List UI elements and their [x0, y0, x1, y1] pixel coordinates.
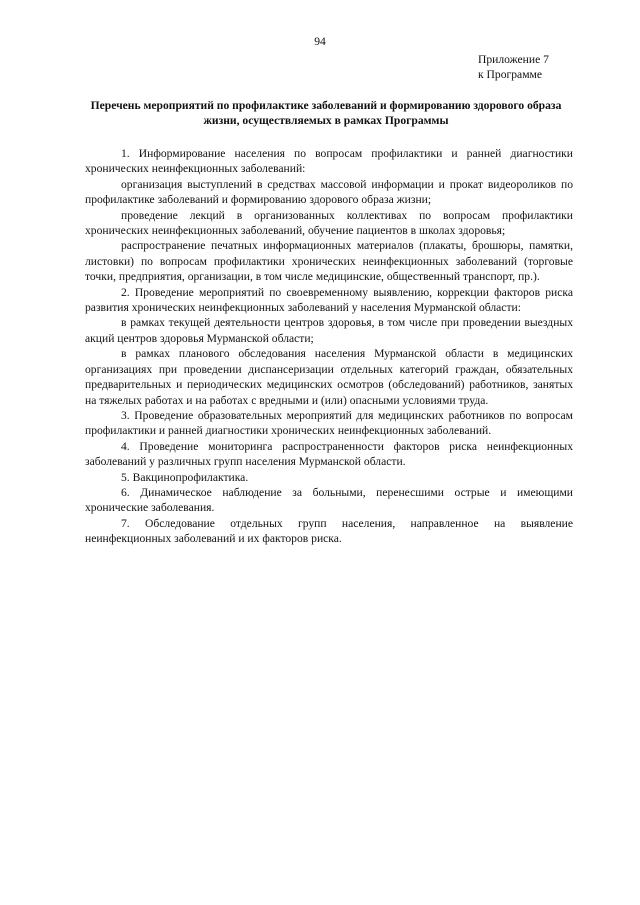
paragraph: проведение лекций в организованных коллективах по вопросам профилактики хронических неинфекционных заболеваний, обучение пациентов в школах здоровья;	[85, 208, 573, 238]
paragraph: 2. Проведение мероприятий по своевременному выявлению, коррекции факторов риска развития хронических неинфекционных заболеваний у населения Мурманской области:	[85, 285, 573, 315]
document-title: Перечень мероприятий по профилактике заболеваний и формированию здорового образа жизни, осуществляемых в рамках Программы	[90, 99, 562, 128]
paragraph: 7. Обследование отдельных групп населения, направленное на выявление неинфекционных заболеваний и их факторов риска.	[85, 516, 573, 546]
paragraph: распространение печатных информационных материалов (плакаты, брошюры, памятки, листовки) по вопросам профилактики хронических неинфекционных заболеваний (торговые точки, предприятия, организации, в том числе медицинские, общественный транспорт, пр.).	[85, 239, 573, 284]
paragraph: организация выступлений в средствах массовой информации и прокат видеороликов по профилактике заболеваний и формированию здорового образа жизни;	[85, 177, 573, 207]
appendix-label	[478, 52, 608, 83]
page-number: 94	[314, 35, 326, 48]
paragraph: 3. Проведение образовательных мероприятий для медицинских работников по вопросам профилактики и ранней диагностики хронических неинфекционных заболеваний.	[85, 408, 573, 438]
document-body	[85, 146, 573, 547]
appendix-line-1: Приложение 7	[478, 53, 549, 66]
appendix-line-2: к Программе	[478, 68, 543, 82]
paragraph: 4. Проведение мониторинга распространенности факторов риска неинфекционных заболеваний у различных групп населения Мурманской области.	[85, 439, 573, 469]
paragraph: 1. Информирование населения по вопросам профилактики и ранней диагностики хронических неинфекционных заболеваний:	[85, 147, 573, 176]
paragraph: 6. Динамическое наблюдение за больными, перенесшими острые и имеющими хронические заболевания.	[85, 485, 573, 515]
paragraph: в рамках планового обследования населения Мурманской области в медицинских организациях при проведении диспансеризации отдельных категорий граждан, обязательных предварительных и периодических медицинских осмотров (обследований) работников, занятых на тяжелых работах и на работах с вредными и (или) опасными условиями труда.	[85, 347, 573, 407]
paragraph: в рамках текущей деятельности центров здоровья, в том числе при проведении выездных акций центров здоровья Мурманской области;	[85, 316, 573, 345]
paragraph: 5. Вакцинопрофилактика.	[121, 470, 249, 484]
